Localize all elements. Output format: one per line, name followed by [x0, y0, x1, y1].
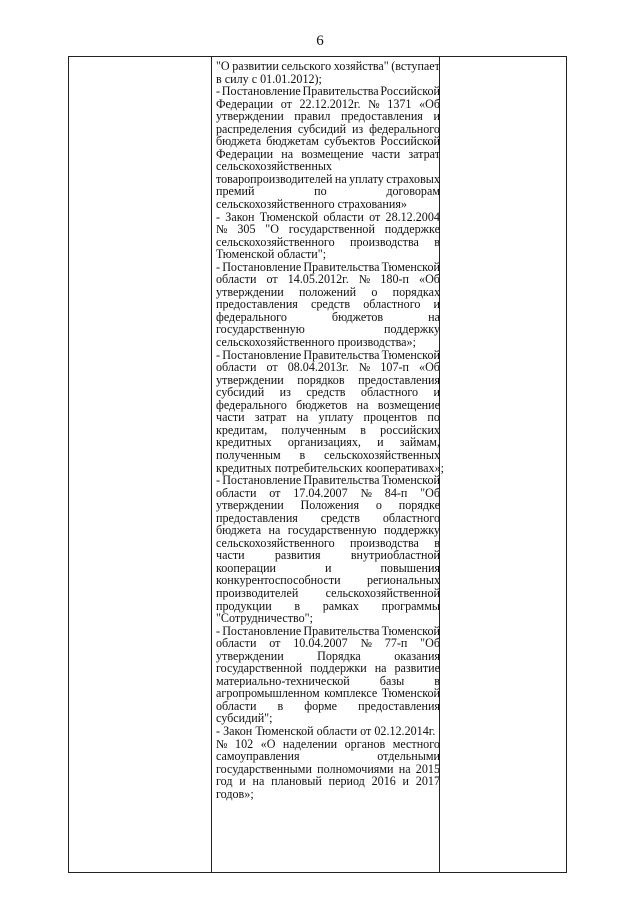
word: рамках: [322, 598, 359, 613]
word: государственной: [216, 661, 303, 676]
word: в: [277, 698, 284, 713]
word: сельскохозяйственного: [216, 335, 335, 350]
word: "О: [265, 222, 279, 237]
word: по: [427, 410, 440, 425]
word: уплату: [349, 171, 384, 186]
word: утверждении: [216, 372, 284, 387]
word: 2016: [371, 774, 396, 789]
word: сельскохозяйственного: [216, 535, 335, 550]
word: -: [216, 723, 221, 738]
word: кооперации: [216, 560, 277, 575]
word: от: [266, 272, 278, 287]
word: сельскохозяйственного: [216, 197, 335, 212]
word: -: [216, 84, 221, 99]
word: субъектов: [324, 134, 376, 149]
word: субсидий: [216, 385, 265, 400]
word: в: [360, 422, 366, 437]
word: российских: [380, 422, 440, 437]
word: №: [358, 272, 371, 287]
word: 08.04.2013г.: [287, 360, 349, 375]
word: Федерации: [216, 146, 274, 161]
word: -: [216, 259, 221, 274]
word: агропромышленном: [216, 686, 320, 701]
word: Федерации: [216, 96, 274, 111]
word: утверждении: [216, 648, 284, 663]
word: предоставления: [358, 372, 440, 387]
word: с: [251, 71, 258, 86]
word: области: [216, 272, 257, 287]
text-line: [216, 637, 440, 650]
word: 77-п: [384, 636, 408, 651]
word: 01.01.2012);: [260, 71, 322, 86]
text-line: [216, 336, 440, 349]
text-line: [216, 612, 440, 625]
word: оказания: [394, 648, 440, 663]
word: утверждении: [216, 498, 284, 513]
word: средств: [320, 510, 360, 525]
word: Порядка: [317, 648, 361, 663]
text-line: [216, 85, 440, 98]
word: "Об: [420, 485, 440, 500]
word: Тюменской: [381, 347, 440, 362]
word: федерального: [369, 121, 440, 136]
word: 2015: [415, 761, 440, 776]
word: год: [216, 774, 233, 789]
text-line: [216, 60, 440, 73]
word: №: [358, 360, 371, 375]
word: поддержку: [383, 523, 440, 538]
word: Закон: [225, 209, 255, 224]
word: 107-п: [380, 360, 409, 375]
word: государственную: [287, 523, 377, 538]
word: средств: [310, 297, 351, 312]
word: программы: [381, 598, 440, 613]
page-number: 6: [316, 33, 324, 49]
text-line: [216, 750, 440, 763]
word: на: [374, 661, 387, 676]
word: Закон: [223, 723, 253, 738]
word: Постановление: [222, 347, 302, 362]
word: в: [299, 447, 306, 462]
word: в: [434, 234, 440, 249]
word: Тюменской: [381, 473, 440, 488]
text-line: [216, 411, 440, 424]
word: от: [280, 96, 292, 111]
text-line: [216, 223, 440, 236]
word: области: [216, 636, 257, 651]
word: Российской: [380, 84, 440, 99]
word: сельскохозяйственной: [325, 585, 440, 600]
word: повышения: [380, 560, 440, 575]
word: базы: [379, 673, 405, 688]
word: в: [434, 673, 440, 688]
word: организациях,: [287, 435, 361, 450]
word: полученным: [281, 422, 347, 437]
word: распределения: [216, 121, 292, 136]
word: Тюменской: [381, 259, 440, 274]
word: поддержку: [384, 322, 440, 337]
word: бюджетам: [266, 134, 319, 149]
word: материально-технической: [216, 673, 350, 688]
word: кредитных: [216, 460, 272, 475]
word: порядков: [297, 372, 345, 387]
word: страховых: [386, 171, 440, 186]
word: Тюменской: [255, 723, 314, 738]
word: области: [216, 485, 257, 500]
word: производителей: [216, 585, 299, 600]
column-divider-left: [211, 57, 212, 872]
word: займам,: [399, 435, 440, 450]
word: форме: [304, 698, 338, 713]
word: -: [216, 209, 221, 224]
word: Тюменской: [381, 623, 440, 638]
word: утверждении: [216, 284, 284, 299]
word: региональных: [366, 573, 440, 588]
word: развитие: [394, 661, 440, 676]
word: Тюменской: [216, 247, 275, 262]
word: области: [316, 723, 358, 738]
word: годов»;: [216, 786, 254, 801]
text-line: [216, 386, 440, 399]
word: на: [334, 171, 347, 186]
word: кооперативах»;: [365, 460, 444, 475]
word: 02.12.2014г.: [374, 723, 436, 738]
word: на: [356, 397, 369, 412]
text-line: [216, 474, 440, 487]
word: №: [368, 96, 380, 111]
text-line: [216, 524, 440, 537]
word: 17.04.2007: [293, 485, 348, 500]
word: и: [433, 385, 440, 400]
word: Правительства: [303, 473, 380, 488]
word: комплексе: [324, 686, 378, 701]
word: государственными: [216, 761, 312, 776]
word: товаропроизводителей: [216, 171, 333, 186]
text-line: [216, 788, 440, 801]
word: полученным: [216, 447, 281, 462]
word: наделении: [282, 736, 338, 751]
word: «Об: [419, 360, 440, 375]
word: внутриобластной: [350, 548, 440, 563]
word: "Об: [420, 636, 440, 651]
word: органов: [344, 736, 386, 751]
word: №: [360, 485, 372, 500]
word: по: [314, 184, 327, 199]
word: сельскохозяйственного: [216, 234, 335, 249]
word: утверждении: [216, 109, 284, 124]
text-line: [216, 549, 440, 562]
word: от: [269, 485, 281, 500]
legal-acts-cell: [216, 59, 444, 801]
word: в: [216, 71, 222, 86]
word: на: [268, 523, 281, 538]
word: 28.12.2004: [385, 209, 440, 224]
word: полномочиями: [317, 761, 394, 776]
word: 22.12.2012г.: [299, 96, 361, 111]
word: 180-п: [380, 272, 409, 287]
word: положений: [298, 284, 357, 299]
word: самоуправления: [216, 749, 300, 764]
text-line: [216, 110, 440, 123]
word: предоставления: [216, 510, 298, 525]
word: Тюменской: [381, 686, 440, 701]
word: возмещение: [377, 397, 440, 412]
word: уплату: [318, 410, 354, 425]
word: на: [281, 146, 294, 161]
word: местного: [392, 736, 440, 751]
word: производства: [350, 535, 419, 550]
word: -: [216, 347, 221, 362]
word: сельскохозяйственных: [216, 159, 333, 174]
word: части: [216, 410, 245, 425]
word: премий: [216, 184, 255, 199]
word: предоставления: [358, 698, 440, 713]
word: на: [428, 309, 440, 324]
word: 1371: [387, 96, 412, 111]
word: и: [433, 297, 440, 312]
word: 305: [237, 222, 256, 237]
word: из: [351, 121, 364, 136]
word: в: [294, 598, 301, 613]
word: №: [216, 736, 228, 751]
word: договорам: [386, 184, 440, 199]
word: от: [269, 636, 281, 651]
word: Постановление: [222, 259, 302, 274]
word: предоставления: [341, 109, 423, 124]
word: кредитам,: [216, 422, 268, 437]
text-line: [216, 587, 440, 600]
word: потребительских: [274, 460, 363, 475]
word: Постановление: [222, 473, 302, 488]
word: от: [266, 360, 278, 375]
word: субсидий";: [216, 711, 273, 726]
word: о: [371, 284, 378, 299]
text-line: [216, 273, 440, 286]
word: затрат: [254, 410, 287, 425]
word: Положения: [300, 498, 360, 513]
word: области: [323, 209, 364, 224]
word: №: [216, 222, 228, 237]
word: "О: [216, 59, 230, 73]
word: и: [433, 109, 440, 124]
word: затрат: [408, 146, 440, 161]
word: сельскохозяйственных: [323, 447, 440, 462]
word: правил: [294, 109, 331, 124]
word: Правительства: [303, 623, 380, 638]
word: 14.05.2012г.: [287, 272, 349, 287]
text-line: [216, 687, 440, 700]
word: поддержке: [384, 222, 440, 237]
word: плановый: [271, 774, 322, 789]
word: и: [377, 435, 384, 450]
word: области";: [277, 247, 327, 262]
word: производства»;: [337, 335, 416, 350]
word: «Об: [419, 272, 440, 287]
word: -: [216, 473, 221, 488]
word: 102: [235, 736, 254, 751]
word: сельского: [281, 59, 332, 73]
word: и: [325, 560, 332, 575]
word: Правительства: [302, 84, 379, 99]
word: Постановление: [221, 84, 301, 99]
word: части: [371, 146, 401, 161]
word: процентов: [363, 410, 418, 425]
word: федерального: [216, 309, 287, 324]
word: силу: [224, 71, 249, 86]
word: на: [398, 761, 411, 776]
word: №: [360, 636, 372, 651]
word: и: [239, 774, 246, 789]
word: федерального: [216, 397, 287, 412]
word: бюджета: [216, 523, 262, 538]
word: области: [216, 360, 257, 375]
word: субсидий: [297, 121, 347, 136]
word: развития: [274, 548, 321, 563]
word: области: [216, 698, 257, 713]
word: государственной: [288, 222, 375, 237]
text-line: [216, 361, 440, 374]
word: "Сотрудничество";: [216, 611, 313, 626]
word: 10.04.2007: [293, 636, 348, 651]
word: порядке: [398, 498, 440, 513]
word: «О: [260, 736, 276, 751]
word: Правительства: [303, 347, 380, 362]
word: средств: [306, 385, 346, 400]
word: о: [375, 498, 382, 513]
word: конкурентоспособности: [216, 573, 341, 588]
word: от: [360, 723, 372, 738]
word: страхования»: [337, 197, 407, 212]
word: бюджета: [216, 134, 262, 149]
word: период: [328, 774, 365, 789]
word: поддержки: [310, 661, 367, 676]
word: порядках: [392, 284, 440, 299]
word: от: [369, 209, 381, 224]
word: областного: [363, 297, 421, 312]
word: бюджетов: [296, 397, 348, 412]
text-line: [216, 198, 440, 211]
word: производства: [350, 234, 419, 249]
word: Постановление: [222, 623, 302, 638]
text-line: [216, 135, 440, 148]
word: кредитных: [216, 435, 272, 450]
word: и: [402, 774, 410, 789]
word: (вступает: [391, 59, 440, 73]
word: на: [252, 774, 265, 789]
word: Российской: [380, 134, 440, 149]
word: Правительства: [303, 259, 380, 274]
text-line: [216, 499, 440, 512]
word: -: [216, 623, 221, 638]
word: на: [296, 410, 309, 425]
word: отдельными: [377, 749, 440, 764]
word: 84-п: [384, 485, 408, 500]
word: государственную: [216, 322, 305, 337]
word: возмещение: [301, 146, 364, 161]
word: бюджетов: [331, 309, 384, 324]
word: предоставления: [216, 297, 298, 312]
text-line: [216, 248, 440, 261]
word: «Об: [419, 96, 440, 111]
word: хозяйства": [333, 59, 389, 73]
word: 2017: [415, 774, 440, 789]
word: областного: [360, 385, 419, 400]
text-line: [216, 662, 440, 675]
word: части: [216, 548, 245, 563]
word: продукции: [216, 598, 272, 613]
text-line: [216, 725, 440, 738]
word: из: [279, 385, 291, 400]
word: развитии: [232, 59, 279, 73]
word: областного: [382, 510, 440, 525]
word: в: [434, 535, 440, 550]
word: Тюменской: [259, 209, 319, 224]
